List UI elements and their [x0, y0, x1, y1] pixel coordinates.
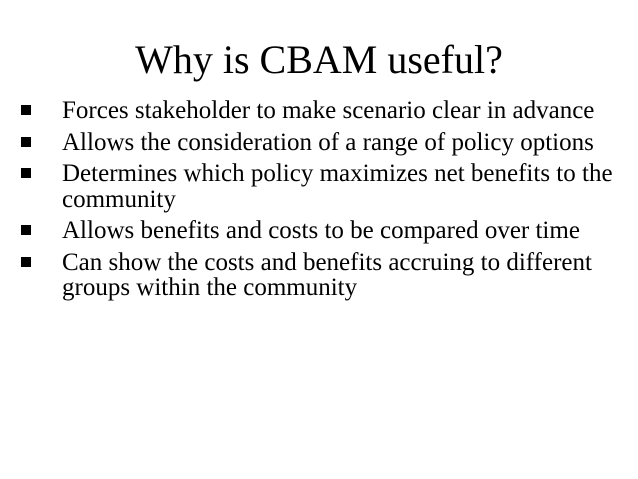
bullet-item	[21, 130, 621, 156]
bullet-text: Allows the consideration of a range of policy options	[62, 128, 594, 156]
square-bullet-icon	[21, 105, 31, 115]
bullet-item	[21, 218, 621, 244]
bullet-text: Forces stakeholder to make scenario clear in advance	[62, 97, 595, 124]
slide-title: Why is CBAM useful?	[135, 37, 503, 82]
bullet-text: Determines which policy maximizes net benefits to the community	[62, 160, 613, 213]
bullet-item	[21, 161, 621, 212]
bullet-item	[21, 250, 621, 301]
square-bullet-icon	[21, 225, 31, 235]
bullet-item	[21, 98, 621, 124]
square-bullet-icon	[21, 168, 31, 178]
bullet-list	[21, 98, 621, 307]
bullet-text: Can show the costs and benefits accruing to different groups within the community	[62, 248, 592, 301]
bullet-text: Allows benefits and costs to be compared over time	[62, 217, 580, 244]
square-bullet-icon	[21, 257, 31, 267]
square-bullet-icon	[21, 137, 31, 147]
